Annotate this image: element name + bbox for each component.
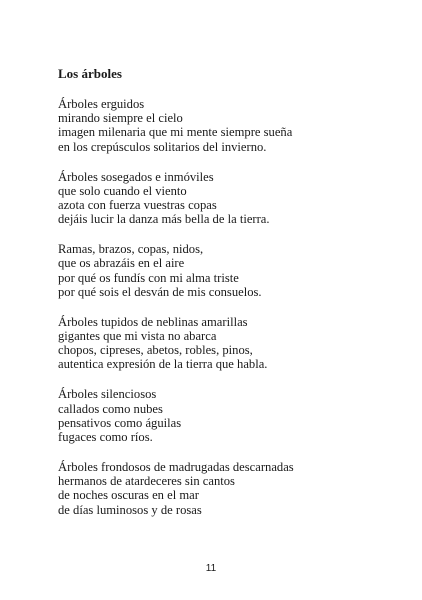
poem-line: Árboles tupidos de neblinas amarillas (58, 314, 248, 329)
stanza-1 (58, 97, 398, 154)
poem-line: pensativos como águilas (58, 415, 182, 430)
poem-title: Los árboles (58, 66, 122, 81)
stanza-6 (58, 460, 398, 517)
poem-line: que solo cuando el viento (58, 183, 187, 198)
poem-line: Árboles silenciosos (58, 387, 157, 402)
poem-line: por qué sois el desván de mis consuelos. (58, 284, 262, 299)
poem-line: fugaces como ríos. (58, 430, 153, 445)
poem-line: gigantes que mi vista no abarca (58, 329, 217, 344)
poem-line: Árboles frondosos de madrugadas descarnadas (58, 460, 294, 475)
poem-line: Árboles erguidos (58, 97, 145, 111)
poem-line: callados como nubes (58, 401, 163, 416)
poem-line: Árboles sosegados e inmóviles (58, 169, 214, 184)
poem-line: azota con fuerza vuestras copas (58, 198, 217, 213)
poem-line: chopos, cipreses, abetos, robles, pinos, (58, 343, 253, 358)
page-number: 11 (205, 563, 217, 574)
poem-line: de noches oscuras en el mar (58, 488, 199, 503)
poem-line: dejáis lucir la danza más bella de la tierra. (58, 212, 270, 227)
poem (58, 66, 398, 533)
poem-line: imagen milenaria que mi mente siempre sueña (58, 125, 293, 140)
stanza-4 (58, 315, 398, 372)
poem-line: que os abrazáis en el aire (58, 256, 185, 271)
stanza-3 (58, 242, 398, 299)
poem-line: por qué os fundís con mi alma triste (58, 270, 239, 285)
poem-line: de días luminosos y de rosas (58, 502, 202, 517)
poem-line: mirando siempre el cielo (58, 111, 183, 126)
poem-line: en los crepúsculos solitarios del invierno. (58, 139, 267, 154)
poem-line: Ramas, brazos, copas, nidos, (58, 242, 204, 257)
poem-line: hermanos de atardeceres sin cantos (58, 474, 235, 489)
stanza-2 (58, 170, 398, 227)
poem-line: autentica expresión de la tierra que habla. (58, 357, 268, 372)
stanza-5 (58, 387, 398, 444)
